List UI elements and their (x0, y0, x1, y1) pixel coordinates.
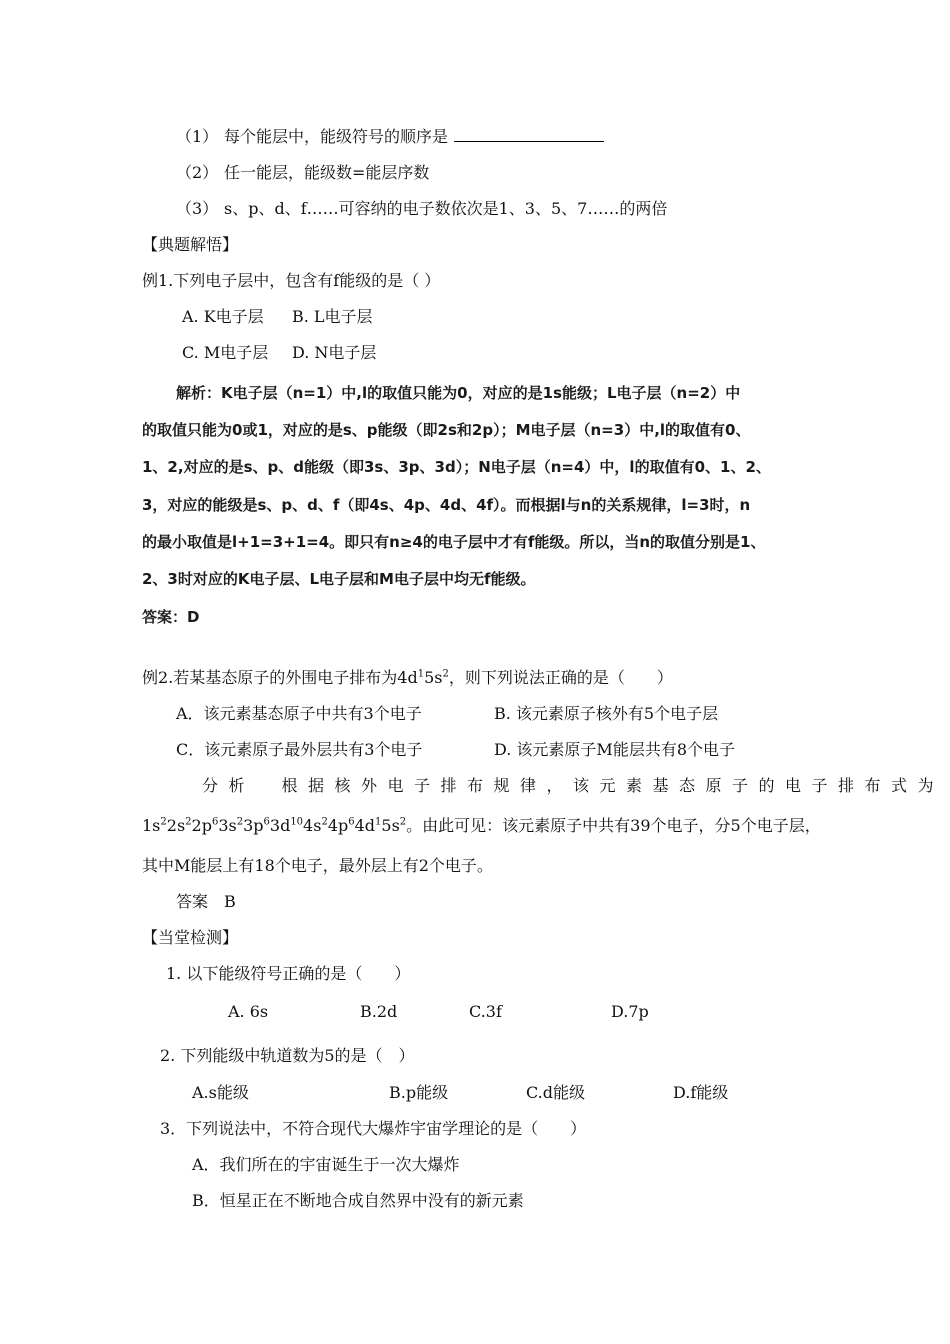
intro-item-number: （3） (176, 199, 219, 218)
example1-analysis-line: 2、3时对应的K电子层、L电子层和M电子层中均无f能级。 (142, 570, 536, 588)
example1-analysis-line: 解析：K电子层（n=1）中,l的取值只能为0，对应的是1s能级；L电子层（n=2）中 (176, 384, 741, 402)
quiz2-option-a: A.s能级 (192, 1083, 249, 1102)
example2-option-c: C．该元素原子最外层共有3个电子 (176, 740, 423, 759)
example1-option-c: C. M电子层 (182, 343, 269, 362)
example2-option-d: D. 该元素原子M能层共有8个电子 (494, 740, 735, 759)
example1-question: 例1.下列电子层中，包含有f能级的是（ ） (142, 271, 441, 290)
quiz3-option-a: A．我们所在的宇宙诞生于一次大爆炸 (192, 1155, 460, 1174)
example1-option-d: D. N电子层 (292, 343, 377, 362)
example2-answer: 答案 B (176, 892, 236, 911)
section-heading-quiz: 【当堂检测】 (142, 928, 239, 947)
example1-option-b: B. L电子层 (292, 307, 373, 326)
example1-analysis-line: 3，对应的能级是s、p、d、f（即4s、4p、4d、4f）。而根据l与n的关系规律，l=3时，n (142, 496, 751, 514)
quiz1-question: 1. 以下能级符号正确的是（ ） (166, 964, 411, 983)
example2-option-a: A．该元素基态原子中共有3个电子 (176, 704, 422, 723)
example2-question: 例2.若某基态原子的外围电子排布为$4d^15s^2$，则下列说法正确的是（ ） (142, 668, 673, 687)
quiz2-option-d: D.f能级 (673, 1083, 729, 1102)
section-heading-examples: 【典题解悟】 (142, 235, 239, 254)
example2-option-b: B. 该元素原子核外有5个电子层 (494, 704, 719, 723)
example1-analysis-line: 的最小取值是l+1=3+1=4。即只有n≥4的电子层中才有f能级。所以，当n的取值分别是1、 (142, 533, 766, 551)
quiz1-option-a: A. 6s (228, 1002, 269, 1021)
intro-item-2 (176, 162, 429, 184)
intro-item-text: 每个能层中，能级符号的顺序是 (224, 127, 449, 146)
example1-answer: 答案：D (142, 608, 200, 626)
quiz1-option-b: B.2d (360, 1002, 398, 1021)
electron-configuration-line: $1s^22s^22p^63s^23p^63d^{10}4s^24p^64d^15s^2$。由此可见：该元素原子中共有39个电子，分5个电子层， (142, 816, 821, 835)
example1-analysis-line: 1、2,对应的是s、p、d能级（即3s、3p、3d）；N电子层（n=4）中，l的取值有0、1、2、 (142, 458, 771, 476)
example2-analysis-line: 分析 根据核外电子排布规律，该元素基态原子的电子排布式为 (202, 776, 945, 795)
quiz2-question: 2. 下列能级中轨道数为5的是（ ） (160, 1046, 415, 1065)
intro-item-text: 任一能层，能级数=能层序数 (224, 163, 430, 182)
quiz3-question: 3．下列说法中，不符合现代大爆炸宇宙学理论的是（ ） (160, 1119, 587, 1138)
example1-analysis-line: 的取值只能为0或1，对应的是s、p能级（即2s和2p）；M电子层（n=3）中,l的取值有0、 (142, 421, 751, 439)
quiz1-option-c: C.3f (469, 1002, 502, 1021)
example2-analysis-line: 其中M能层上有18个电子，最外层上有2个电子。 (142, 856, 493, 875)
quiz2-option-c: C.d能级 (526, 1083, 586, 1102)
intro-item-text: s、p、d、f……可容纳的电子数依次是1、3、5、7……的两倍 (224, 199, 668, 218)
quiz2-option-b: B.p能级 (389, 1083, 449, 1102)
intro-item-number: （1） (176, 127, 219, 146)
fill-in-blank[interactable] (454, 127, 604, 142)
intro-item-number: （2） (176, 163, 219, 182)
quiz3-option-b: B．恒星正在不断地合成自然界中没有的新元素 (192, 1191, 524, 1210)
intro-item-1 (176, 126, 604, 148)
quiz1-option-d: D.7p (611, 1002, 649, 1021)
intro-item-3 (176, 198, 667, 220)
example1-option-a: A. K电子层 (182, 307, 264, 326)
